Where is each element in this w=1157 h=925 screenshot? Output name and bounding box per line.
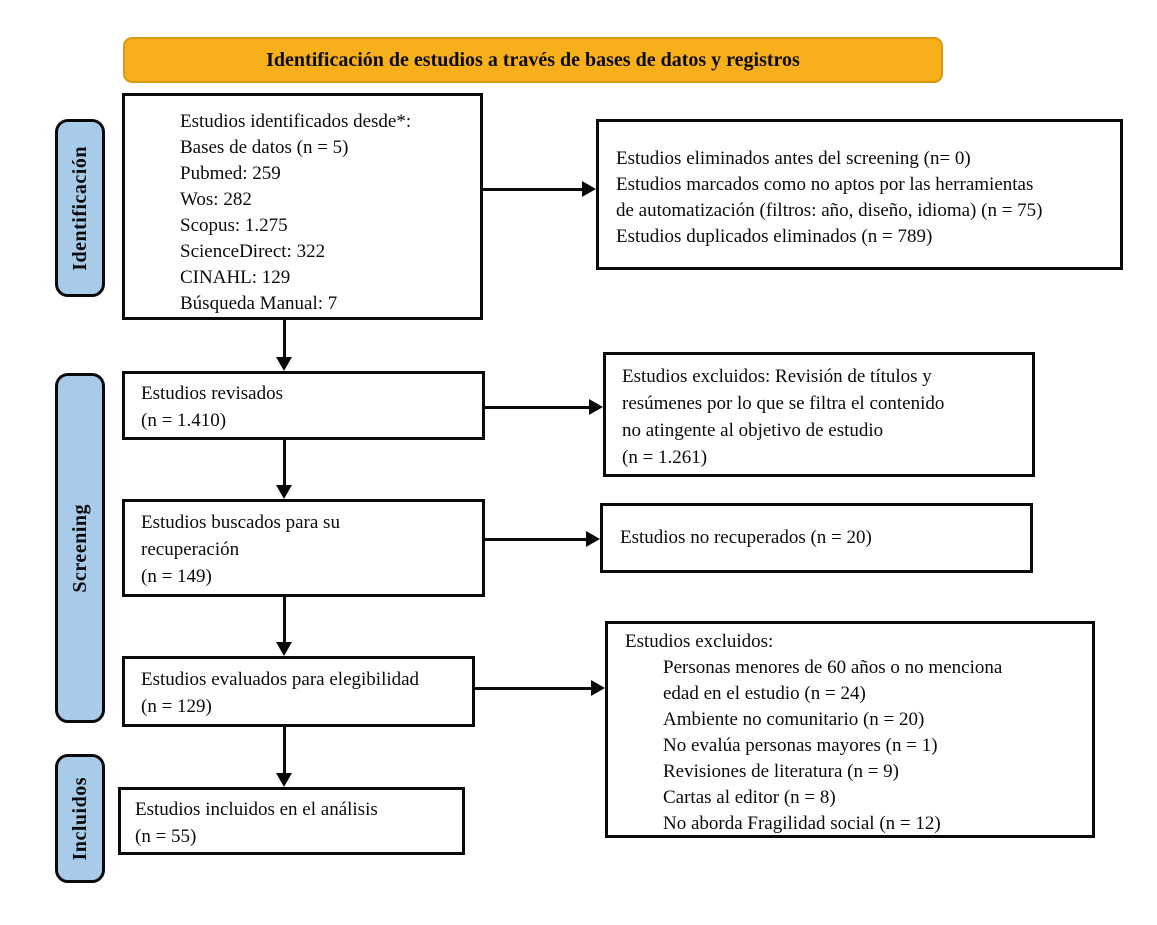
arrow-head-icon xyxy=(586,531,600,547)
arrow-shaft xyxy=(485,538,588,541)
box-line: Estudios marcados como no aptos por las herramientas xyxy=(616,174,1034,195)
arrow-screened-to-sought xyxy=(276,440,292,499)
box-line: Ambiente no comunitario (n = 20) xyxy=(663,709,925,730)
arrow-assessed-to-excluded xyxy=(475,680,605,696)
box-line: Búsqueda Manual: 7 xyxy=(180,293,338,314)
arrow-shaft xyxy=(283,597,286,644)
box-header: Estudios excluidos: xyxy=(625,631,774,652)
box-line: edad en el estudio (n = 24) xyxy=(663,683,866,704)
arrow-head-icon xyxy=(276,485,292,499)
box-line: Scopus: 1.275 xyxy=(180,215,288,236)
box-line: Pubmed: 259 xyxy=(180,163,281,184)
box-line: Wos: 282 xyxy=(180,189,252,210)
arrow-shaft xyxy=(485,406,591,409)
box-line: (n = 149) xyxy=(141,566,212,587)
box-line: recuperación xyxy=(141,539,240,560)
box-line: Bases de datos (n = 5) xyxy=(180,137,349,158)
arrow-head-icon xyxy=(276,642,292,656)
stage-screening xyxy=(55,373,105,723)
arrow-shaft xyxy=(283,320,286,359)
box-line: de automatización (filtros: año, diseño, idioma) (n = 75) xyxy=(616,200,1043,221)
title-banner xyxy=(123,37,943,83)
arrow-shaft xyxy=(483,188,584,191)
box-line: Estudios excluidos: Revisión de títulos y xyxy=(622,366,932,387)
arrow-head-icon xyxy=(276,773,292,787)
box-line: No aborda Fragilidad social (n = 12) xyxy=(663,813,941,834)
box-line: Revisiones de literatura (n = 9) xyxy=(663,761,900,782)
box-line: resúmenes por lo que se filtra el contenido xyxy=(622,393,945,414)
box-line: ScienceDirect: 322 xyxy=(180,241,326,262)
box-sought-studies xyxy=(122,499,485,597)
box-line: Estudios evaluados para elegibilidad xyxy=(141,669,420,690)
box-assessed-studies xyxy=(122,656,475,727)
box-line: Estudios incluidos en el análisis xyxy=(135,799,378,820)
arrow-screened-to-excluded xyxy=(485,399,603,415)
box-line: CINAHL: 129 xyxy=(180,267,291,288)
box-identified-studies xyxy=(122,93,483,320)
box-not-retrieved xyxy=(600,503,1033,573)
arrow-identified-to-removed xyxy=(483,181,596,197)
box-line: Estudios no recuperados (n = 20) xyxy=(620,527,872,548)
arrow-shaft xyxy=(283,440,286,487)
box-line: (n = 129) xyxy=(141,696,212,717)
arrow-assessed-to-included xyxy=(276,727,292,787)
box-excluded-screening xyxy=(603,352,1035,477)
arrow-sought-to-not-retrieved xyxy=(485,531,600,547)
arrow-identified-to-screened xyxy=(276,320,292,371)
box-line: Estudios duplicados eliminados (n = 789) xyxy=(616,226,933,247)
box-removed-before-screening xyxy=(596,119,1123,270)
box-line: Personas menores de 60 años o no menciona xyxy=(663,657,1003,678)
arrow-head-icon xyxy=(276,357,292,371)
title-banner-label: Identificación de estudios a través de bases de datos y registros xyxy=(266,48,800,71)
box-line: Estudios buscados para su xyxy=(141,512,340,533)
box-line: No evalúa personas mayores (n = 1) xyxy=(663,735,938,756)
stage-screening-label: Screening xyxy=(68,503,91,593)
box-line: no atingente al objetivo de estudio xyxy=(622,420,884,441)
box-line: Cartas al editor (n = 8) xyxy=(663,787,836,808)
stage-identificacion xyxy=(55,119,105,297)
arrow-sought-to-assessed xyxy=(276,597,292,656)
arrow-head-icon xyxy=(589,399,603,415)
arrow-head-icon xyxy=(582,181,596,197)
arrow-shaft xyxy=(475,687,593,690)
box-line: Estudios eliminados antes del screening (n= 0) xyxy=(616,148,971,169)
box-line: (n = 55) xyxy=(135,826,197,847)
box-screened-studies xyxy=(122,371,485,440)
stage-identificacion-label: Identificación xyxy=(68,145,91,271)
box-line: Estudios identificados desde*: xyxy=(180,111,412,132)
box-excluded-eligibility xyxy=(605,621,1095,838)
arrow-shaft xyxy=(283,727,286,775)
box-line: Estudios revisados xyxy=(141,383,283,404)
stage-incluidos-label: Incluidos xyxy=(68,776,91,861)
stage-incluidos xyxy=(55,754,105,883)
box-line: (n = 1.261) xyxy=(622,447,708,468)
arrow-head-icon xyxy=(591,680,605,696)
box-included-studies xyxy=(118,787,465,855)
box-line: (n = 1.410) xyxy=(141,410,227,431)
